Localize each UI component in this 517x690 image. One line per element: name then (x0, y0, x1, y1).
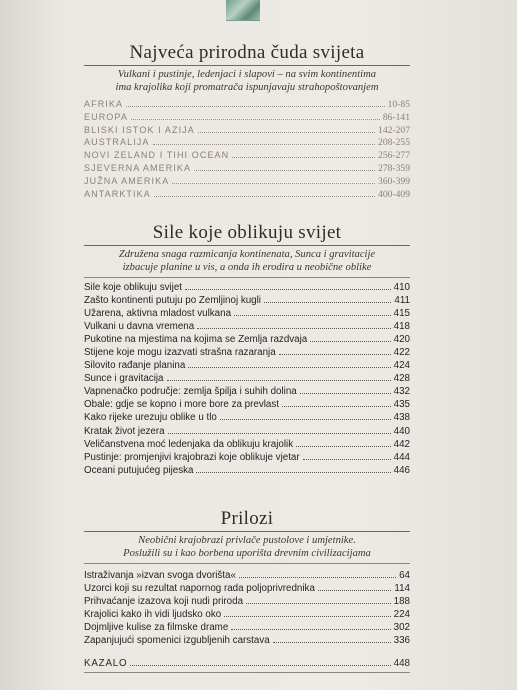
entry-page: 10-85 (387, 99, 410, 110)
entry-page: 360-399 (378, 175, 410, 187)
entry-page: 444 (393, 451, 410, 463)
entry-label: Obale: gdje se kopno i more bore za prevlast (84, 399, 279, 411)
entry-label: Pustinje: promjenjivi krajobrazi koje oblikuje vjetar (84, 451, 300, 463)
entry-page: 438 (393, 412, 410, 424)
entry-page: 224 (393, 609, 410, 621)
toc-entry[interactable] (84, 621, 410, 634)
entry-page: 448 (393, 658, 410, 670)
intro-line: ima krajolika koji promatrača ispunjavaju strahopoštovanjem (115, 81, 379, 93)
entry-page: 188 (393, 596, 410, 608)
entry-page: 86-141 (382, 111, 410, 123)
entry-label: Sile koje oblikuju svijet (84, 282, 183, 293)
entry-label: Stijene koje mogu izazvati strašna razaranja (84, 347, 276, 359)
leader-dots (224, 608, 390, 617)
leader-dots (167, 372, 391, 381)
toc-entry[interactable] (84, 634, 410, 647)
entry-page: 418 (393, 321, 410, 333)
leader-dots (194, 162, 375, 171)
leader-dots (303, 451, 391, 460)
entry-page: 442 (393, 438, 410, 450)
leader-dots (126, 98, 385, 107)
entry-page: 64 (399, 570, 410, 581)
toc-entry[interactable] (84, 281, 410, 294)
leader-dots (239, 569, 396, 578)
index-list (84, 657, 410, 670)
section-title: Sile koje oblikuju svijet (152, 222, 342, 243)
leader-dots (232, 149, 375, 158)
section-title: Najveća prirodna čuda svijeta (129, 42, 365, 63)
entry-page: 422 (393, 347, 410, 359)
entry-page: 420 (393, 334, 410, 346)
leader-dots (188, 359, 390, 368)
leader-dots (172, 175, 375, 184)
region-list (84, 98, 410, 200)
entry-page: 432 (393, 386, 410, 398)
toc-entry[interactable] (84, 385, 410, 398)
section-intro (84, 69, 410, 94)
section-appendices (84, 508, 410, 673)
entry-page: 114 (394, 583, 410, 595)
intro-line: Združena snaga razmicanja kontinenata, Sunca i gravitacije (118, 249, 376, 260)
intro-line: izbacuje planine u vis, a onda ih erodira u neobične oblike (122, 261, 372, 273)
leader-dots (153, 136, 376, 145)
leader-dots (231, 621, 390, 630)
entry-label: Vapnenačko područje: zemlja špilja i suhih dolina (84, 386, 297, 398)
entry-page: 410 (393, 282, 410, 293)
entry-page: 256-277 (378, 150, 410, 162)
entry-page: 428 (393, 373, 410, 385)
chapter-list (84, 281, 410, 477)
entry-label: Uzorci koji su rezultat napornog rada poljoprivrednika (84, 583, 315, 595)
entry-label: KAZALO (84, 658, 128, 670)
leader-dots (279, 346, 391, 355)
leader-dots (246, 595, 391, 604)
leader-dots (130, 657, 390, 666)
leader-dots (220, 411, 391, 420)
section-intro (84, 535, 410, 560)
toc-entry-index[interactable] (84, 657, 410, 670)
leader-dots (300, 385, 391, 394)
toc-entry[interactable] (84, 307, 410, 320)
entry-page: 336 (393, 635, 410, 647)
entry-page: 302 (393, 622, 410, 634)
toc-entry[interactable] (84, 188, 410, 201)
leader-dots (318, 582, 391, 591)
entry-label: Silovito rađanje planina (84, 360, 186, 372)
toc-entry[interactable] (84, 425, 410, 438)
title-divider (84, 65, 410, 66)
toc-entry[interactable] (84, 608, 410, 621)
section-title: Prilozi (220, 508, 274, 529)
toc-entry[interactable] (84, 398, 410, 411)
toc-entry[interactable] (84, 98, 410, 111)
entry-label: Oceani putujućeg pijeska (84, 464, 194, 476)
entry-page: 400-409 (378, 188, 410, 200)
entry-label: Veličanstvena moć ledenjaka da oblikuju krajolik (84, 438, 294, 450)
toc-entry[interactable] (84, 320, 410, 333)
entry-label: Kratak život jezera (84, 425, 165, 437)
toc-entry[interactable] (84, 333, 410, 346)
leader-dots (154, 188, 375, 197)
leader-dots (310, 333, 390, 342)
leader-dots (273, 634, 391, 643)
leader-dots (197, 320, 390, 329)
entry-page: 142-207 (378, 124, 410, 136)
entry-label: ANTARKTIKA (84, 188, 151, 199)
entry-label: Sunce i gravitacija (84, 373, 164, 385)
toc-entry[interactable] (84, 582, 410, 595)
entry-page: 440 (393, 425, 410, 437)
toc-entry[interactable] (84, 451, 410, 464)
entry-page: 424 (393, 360, 410, 372)
bottom-divider (84, 672, 410, 673)
leader-dots (198, 124, 375, 133)
toc-entry[interactable] (84, 359, 410, 372)
toc-entry[interactable] (84, 162, 410, 175)
entry-label: Zašto kontinenti putuju po Zemljinoj kugli (84, 295, 261, 307)
entry-label: Dojmljive kulise za filmske drame (84, 622, 229, 634)
leader-dots (131, 111, 380, 120)
toc-entry[interactable] (84, 124, 410, 137)
appendix-list (84, 569, 410, 647)
toc-entry[interactable] (84, 111, 410, 124)
toc-entry[interactable] (84, 569, 410, 582)
toc-entry[interactable] (84, 411, 410, 424)
entry-label: Kako rijeke urezuju oblike u tlo (84, 412, 217, 424)
toc-entry[interactable] (84, 294, 410, 307)
entry-label: Vulkani u davna vremena (84, 321, 195, 333)
intro-divider (84, 277, 410, 278)
section-forces (84, 222, 410, 477)
entry-label: NOVI ZELAND I TIHI OCEAN (84, 150, 230, 161)
leader-dots (296, 438, 391, 447)
leader-dots (264, 294, 391, 303)
leader-dots (196, 464, 390, 473)
leader-dots (234, 307, 391, 316)
toc-entry[interactable] (84, 438, 410, 451)
entry-label: Prihvaćanje izazova koji nudi priroda (84, 596, 244, 608)
entry-label: Užarena, aktivna mladost vulkana (84, 308, 232, 320)
entry-page: 411 (394, 295, 410, 307)
toc-entry[interactable] (84, 372, 410, 385)
entry-page: 278-359 (378, 162, 410, 174)
entry-label: Pukotine na mjestima na kojima se Zemlja razdvaja (84, 334, 308, 346)
toc-entry[interactable] (84, 136, 410, 149)
header-photo-strip (226, 0, 260, 21)
entry-label: AUSTRALIJA (84, 137, 150, 148)
leader-dots (282, 398, 391, 407)
section-intro (84, 249, 410, 274)
entry-page: 435 (393, 399, 410, 411)
intro-divider (84, 563, 410, 564)
entry-label: Istraživanja »izvan svoga dvorišta« (84, 570, 236, 581)
entry-page: 415 (393, 308, 410, 320)
section-wonders (84, 42, 410, 200)
entry-label: Zapanjujući spomenici izgubljenih carstava (84, 635, 270, 647)
entry-label: EUROPA (84, 111, 128, 122)
intro-line: Neobični krajobrazi privlače pustolove i umjetnike. (138, 535, 356, 546)
title-divider (84, 245, 410, 246)
toc-entry[interactable] (84, 149, 410, 162)
entry-page: 446 (393, 464, 410, 476)
entry-label: Krajolici kako ih vidi ljudsko oko (84, 609, 222, 621)
toc-entry[interactable] (84, 464, 410, 477)
title-divider (84, 531, 410, 532)
leader-dots (168, 425, 391, 434)
toc-entry[interactable] (84, 346, 410, 359)
intro-line: Vulkani i pustinje, ledenjaci i slapovi – na svim kontinentima (117, 69, 377, 80)
entry-page: 208-255 (378, 137, 410, 149)
entry-label: JUŽNA AMERIKA (84, 175, 170, 186)
intro-line: Poslužili su i kao borbena uporišta drevnim civilizacijama (123, 547, 371, 559)
toc-entry[interactable] (84, 175, 410, 188)
entry-label: AFRIKA (84, 99, 124, 109)
toc-entry[interactable] (84, 595, 410, 608)
entry-label: BLISKI ISTOK I AZIJA (84, 124, 195, 135)
entry-label: SJEVERNA AMERIKA (84, 162, 192, 173)
leader-dots (185, 281, 391, 290)
